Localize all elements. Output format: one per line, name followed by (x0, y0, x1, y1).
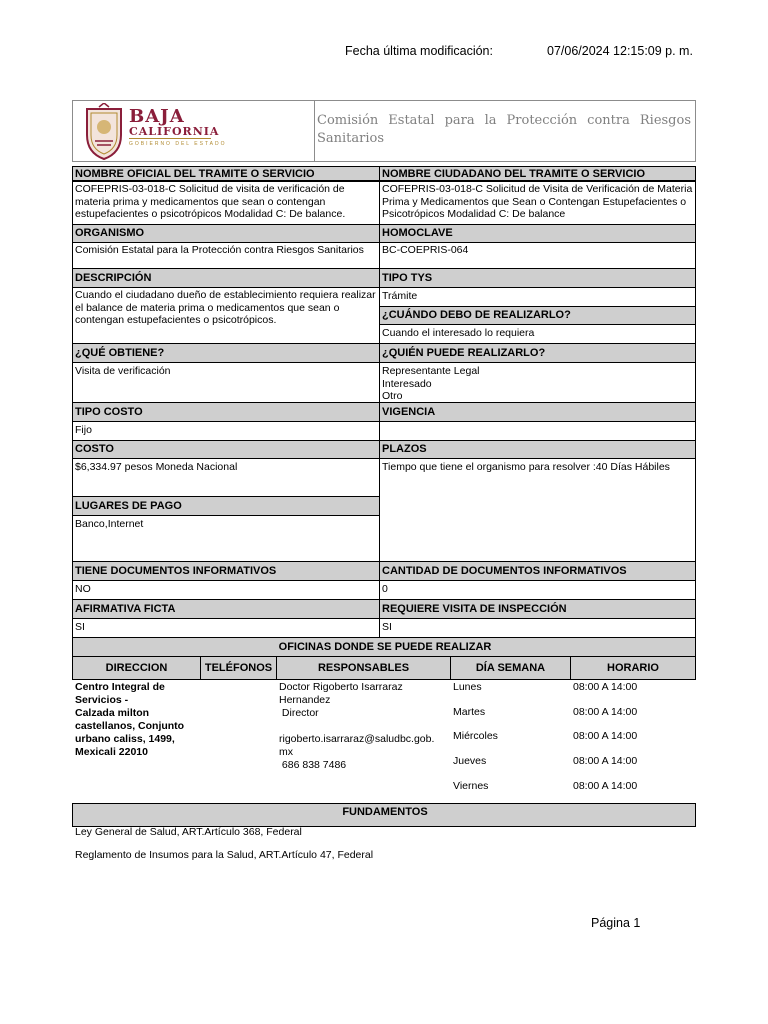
organismo-value: Comisión Estatal para la Protección contra Riesgos Sanitarios (72, 242, 380, 269)
schedule-hours: 08:00 A 14:00 (573, 780, 638, 792)
cuando-value: Cuando el interesado lo requiera (379, 324, 696, 344)
cuando-label: ¿CUÁNDO DEBO DE REALIZARLO? (379, 306, 696, 325)
nombre-oficial-value: COFEPRIS-03-018-C Solicitud de visita de verificación de materia prima y medicamentos que sean o contengan estupefacientes o psicotrópicos Modalidad C: De balance. (72, 181, 380, 225)
schedule-hours: 08:00 A 14:00 (573, 730, 638, 742)
schedule-day: Viernes (453, 780, 489, 792)
quien-item: Otro (382, 390, 403, 402)
col-telefonos: TELÉFONOS (200, 656, 277, 680)
descripcion-value: Cuando el ciudadano dueño de establecimiento requiera realizar el balance de materia prima o medicamentos que sean o contengan estupefacientes o psicotrópicos. (72, 287, 380, 344)
responsable-email: rigoberto.isarraraz@saludbc.gob. (279, 733, 435, 745)
que-obtiene-value: Visita de verificación (72, 362, 380, 403)
costo-value: $6,334.97 pesos Moneda Nacional (72, 458, 380, 497)
quien-label: ¿QUIÉN PUEDE REALIZARLO? (379, 343, 696, 363)
schedule-day: Martes (453, 706, 486, 718)
quien-values (379, 362, 696, 403)
afirmativa-label: AFIRMATIVA FICTA (72, 599, 380, 619)
vigencia-value (379, 421, 696, 441)
responsable-name: Doctor Rigoberto Isarraraz (279, 681, 403, 693)
tiene-docs-value: NO (72, 580, 380, 600)
logo-header (72, 100, 696, 162)
quien-item: Interesado (382, 377, 432, 390)
organismo-label: ORGANISMO (72, 224, 380, 243)
state-seal-icon (81, 103, 127, 161)
schedule-day: Miércoles (453, 730, 498, 742)
requiere-visita-value: SI (379, 618, 696, 638)
schedule-day: Lunes (453, 681, 482, 693)
fundamentos-title: FUNDAMENTOS (72, 803, 696, 827)
lugares-label: LUGARES DE PAGO (72, 496, 380, 516)
requiere-visita-label: REQUIERE VISITA DE INSPECCIÓN (379, 599, 696, 619)
brand-line3: GOBIERNO DEL ESTADO (129, 141, 227, 147)
costo-label: COSTO (72, 440, 380, 459)
que-obtiene-label: ¿QUÉ OBTIENE? (72, 343, 380, 363)
schedule-hours: 08:00 A 14:00 (573, 706, 638, 718)
nombre-ciudadano-value: COFEPRIS-03-018-C Solicitud de Visita de Verificación de Materia Prima y Medicamentos que Sean o Contengan Estupefacientes o Psicotrópicos Modalidad C: De balance (379, 181, 696, 225)
tipo-costo-label: TIPO COSTO (72, 402, 380, 422)
responsable-role: Director (279, 707, 319, 719)
tipo-tys-value: Trámite (379, 287, 696, 307)
cantidad-docs-label: CANTIDAD DE DOCUMENTOS INFORMATIVOS (379, 561, 696, 581)
col-direccion: DIRECCION (72, 656, 201, 680)
homoclave-label: HOMOCLAVE (379, 224, 696, 243)
oficinas-title: OFICINAS DONDE SE PUEDE REALIZAR (72, 637, 696, 657)
plazos-label: PLAZOS (379, 440, 696, 459)
fundamento-item: Reglamento de Insumos para la Salud, ART.Artículo 47, Federal (75, 849, 374, 861)
modified-label: Fecha última modificación: (345, 44, 493, 58)
tipo-tys-label: TIPO TYS (379, 268, 696, 288)
tiene-docs-label: TIENE DOCUMENTOS INFORMATIVOS (72, 561, 380, 581)
schedule-hours: 08:00 A 14:00 (573, 755, 638, 767)
commission-name: Comisión Estatal para la Protección contra Riesgos Sanitarios (317, 113, 691, 146)
col-responsables: RESPONSABLES (276, 656, 451, 680)
brand-line2: CALIFORNIA (129, 125, 220, 138)
cantidad-docs-value: 0 (379, 580, 696, 600)
quien-item: Representante Legal (382, 365, 480, 377)
page-number: Página 1 (591, 916, 641, 930)
homoclave-value: BC-COEPRIS-064 (379, 242, 696, 269)
descripcion-label: DESCRIPCIÓN (72, 268, 380, 288)
brand-rule (129, 138, 211, 139)
responsable-block: Doctor Rigoberto Isarraraz Hernandez Director rigoberto.isarraraz@saludbc.gob. mx 686 838 7486 (279, 681, 451, 772)
nombre-ciudadano-label: NOMBRE CIUDADANO DEL TRAMITE O SERVICIO (379, 166, 696, 181)
logo-separator (314, 101, 315, 161)
afirmativa-value: SI (72, 618, 380, 638)
tipo-costo-value: Fijo (72, 421, 380, 441)
col-dia-semana: DÍA SEMANA (450, 656, 571, 680)
vigencia-label: VIGENCIA (379, 402, 696, 422)
col-horario: HORARIO (570, 656, 696, 680)
schedule-hours: 08:00 A 14:00 (573, 681, 638, 693)
nombre-oficial-label: NOMBRE OFICIAL DEL TRAMITE O SERVICIO (72, 166, 380, 181)
lugares-value: Banco,Internet (72, 515, 380, 562)
direccion-value: Centro Integral de Servicios - Calzada milton castellanos, Conjunto urbano caliss, 1499, Mexicali 22010 (75, 681, 185, 758)
plazos-value: Tiempo que tiene el organismo para resolver :40 Días Hábiles (379, 458, 696, 562)
fundamento-item: Ley General de Salud, ART.Artículo 368, Federal (75, 826, 302, 838)
brand-line1: BAJA (129, 106, 185, 127)
schedule-day: Jueves (453, 755, 487, 767)
modified-value: 07/06/2024 12:15:09 p. m. (547, 44, 693, 58)
responsable-phone: 686 838 7486 (279, 759, 347, 771)
